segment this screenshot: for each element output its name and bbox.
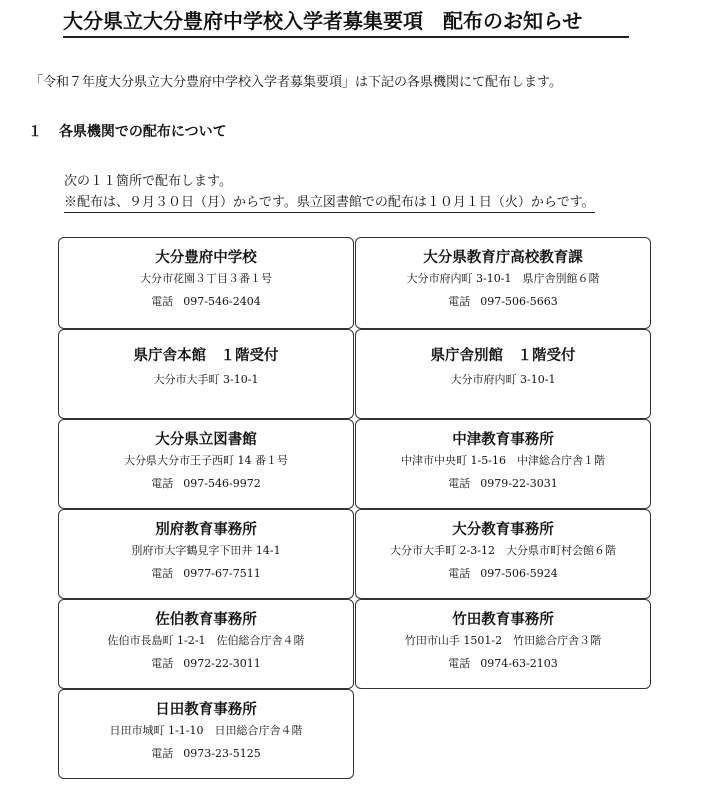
location-address: 大分市花園３丁目３番１号	[140, 272, 272, 285]
location-name: 県庁舎本館 １階受付	[133, 348, 279, 364]
location-card	[355, 599, 651, 689]
phone-label: 電話	[151, 477, 174, 490]
location-name: 県庁舎別館 １階受付	[430, 348, 576, 364]
location-name: 大分県教育庁高校教育課	[423, 250, 583, 266]
phone-number: 0972-22-3011	[183, 657, 261, 670]
location-name: 竹田教育事務所	[452, 612, 554, 628]
location-address: 大分市大手町 2-3-12 大分県市町村会館６階	[390, 544, 616, 557]
phone-label: 電話	[151, 747, 174, 760]
location-card	[355, 509, 651, 599]
section-title: 各県機関での配布について	[58, 124, 227, 140]
location-card	[355, 329, 651, 419]
location-name: 大分教育事務所	[452, 522, 554, 538]
location-phone	[59, 294, 353, 310]
phone-number: 0979-22-3031	[480, 477, 558, 490]
location-phone	[59, 476, 353, 492]
location-name: 別府教育事務所	[155, 522, 257, 538]
phone-number: 0974-63-2103	[480, 657, 558, 670]
location-phone	[59, 746, 353, 762]
location-card	[355, 237, 651, 329]
location-phone	[59, 656, 353, 672]
location-card	[58, 599, 354, 689]
phone-number: 097-506-5924	[480, 567, 558, 580]
intro-text: 「令和７年度大分県立大分豊府中学校入学者募集要項」は下記の各県機関にて配布します。	[30, 75, 562, 90]
location-card	[58, 419, 354, 509]
location-name: 佐伯教育事務所	[155, 612, 257, 628]
phone-number: 0973-23-5125	[183, 747, 261, 760]
location-card	[58, 237, 354, 329]
location-name: 中津教育事務所	[452, 432, 554, 448]
phone-number: 097-506-5663	[480, 295, 558, 308]
location-address: 大分市大手町 3-10-1	[153, 373, 259, 386]
phone-number: 097-546-9972	[183, 477, 261, 490]
location-address: 竹田市山手 1501-2 竹田総合庁舎３階	[404, 634, 602, 647]
location-address: 中津市中央町 1-5-16 中津総合庁舎１階	[401, 454, 605, 467]
phone-number: 0977-67-7511	[183, 567, 261, 580]
phone-label: 電話	[448, 657, 471, 670]
phone-label: 電話	[151, 657, 174, 670]
location-address: 佐伯市長島町 1-2-1 佐伯総合庁舎４階	[107, 634, 305, 647]
location-card	[58, 689, 354, 779]
document-title: 大分県立大分豊府中学校入学者募集要項 配布のお知らせ	[63, 6, 629, 38]
location-phone	[356, 294, 650, 310]
location-phone	[356, 476, 650, 492]
location-phone	[356, 656, 650, 672]
location-card	[355, 419, 651, 509]
location-name: 日田教育事務所	[155, 702, 257, 718]
distribution-date-note: ※配布は、９月３０日（月）からです。県立図書館での配布は１０月１日（火）からです。	[64, 194, 595, 213]
phone-label: 電話	[448, 295, 471, 308]
phone-label: 電話	[448, 477, 471, 490]
location-name: 大分県立図書館	[155, 432, 257, 448]
location-address: 別府市大字鶴見字下田井 14-1	[131, 544, 281, 557]
phone-label: 電話	[448, 567, 471, 580]
location-address: 大分市府内町 3-10-1	[450, 373, 556, 386]
location-card	[58, 329, 354, 419]
phone-label: 電話	[151, 567, 174, 580]
location-phone	[356, 566, 650, 582]
location-name: 大分豊府中学校	[155, 250, 257, 266]
section-number: １	[28, 124, 42, 140]
phone-label: 電話	[151, 295, 174, 308]
phone-number: 097-546-2404	[183, 295, 261, 308]
distribution-count-note: 次の１１箇所で配布します。	[64, 174, 232, 189]
location-address: 大分市府内町 3-10-1 県庁舎別館６階	[406, 272, 600, 285]
section-heading	[28, 121, 227, 141]
location-address: 大分県大分市王子西町 14 番１号	[124, 454, 288, 467]
location-address: 日田市城町 1-1-10 日田総合庁舎４階	[109, 724, 303, 737]
location-card	[58, 509, 354, 599]
location-phone	[59, 566, 353, 582]
